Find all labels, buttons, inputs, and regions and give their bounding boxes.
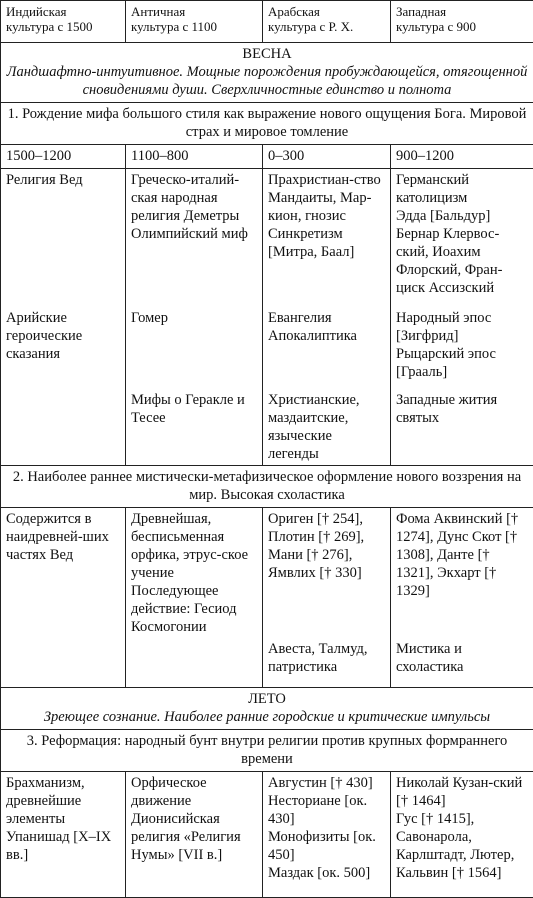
header-cell-arabic [263,1,391,43]
entry-text: Августин [† 430] [268,774,385,792]
content-cell [391,772,533,898]
content-cell [1,507,126,638]
header-cell-indian [1,1,126,43]
entry-text: Содержится в наидревней-ших частях Вед [6,510,120,564]
content-cell [126,307,263,389]
entry-text: Орфическое движение [131,774,257,810]
header-text: Индийская [6,4,120,19]
content-cell [391,638,533,688]
header-cell-western [391,1,533,43]
header-text: Западная [396,4,528,19]
header-text: Арабская [268,4,385,19]
season-cell [1,688,533,730]
content-row [1,507,533,638]
period-cell: 1100–800 [126,145,263,169]
header-cell-antique [126,1,263,43]
entry-text: Евангелия [268,309,385,327]
entry-text: Маздак [ок. 500] [268,864,385,882]
entry-text: Ориген [† 254], Плотин [† 269], Мани [† 276], Ямвлих [† 330] [268,510,385,582]
content-cell [1,638,126,688]
period-cell: 900–1200 [391,145,533,169]
entry-text: Греческо-италий-ская народная религия Деметры Олимпийский миф [131,171,257,243]
entry-text: Германский католицизм [396,171,528,207]
header-text: культура с 1500 [6,19,120,34]
season-subtitle: Ландшафтно-интуитивное. Мощные порождения пробуждающейся, отягощенной сновидениями души. Сверхличностные единство и полнота [6,63,528,99]
content-cell [126,507,263,638]
entry-text: Рыцарский эпос [Грааль] [396,345,528,381]
season-row-summer [1,688,533,730]
entry-text: Эдда [Бальдур] [396,207,528,225]
entry-text: Брахманизм, древнейшие элементы Упанишад [X–IX вв.] [6,774,120,864]
header-text: Античная [131,4,257,19]
content-cell [126,389,263,466]
period-cell: 1500–1200 [1,145,126,169]
entry-text: Религия Вед [6,171,120,189]
entry-text: Бернар Клервос-ский, Иоахим Флорский, Фран-циск Ассизский [396,225,528,297]
header-text: культура с 1100 [131,19,257,34]
content-cell [263,169,391,307]
content-row [1,389,533,466]
entry-text: Древнейшая, бесписьменная орфика, этрус-ское учение [131,510,257,582]
section-title-row [1,730,533,772]
entry-text: Христианские, маздаитские, языческие легенды [268,391,385,463]
content-cell [263,307,391,389]
entry-text: Несториане [ок. 430] [268,792,385,828]
entry-text: Мандаиты, Мар-кион, гнозис [268,189,385,225]
content-cell [391,507,533,638]
content-cell [263,389,391,466]
header-row [1,1,533,43]
period-cell: 0–300 [263,145,391,169]
content-cell [1,307,126,389]
entry-text: Западные жития святых [396,391,528,427]
content-cell [1,169,126,307]
content-row [1,638,533,688]
content-cell [391,389,533,466]
entry-text: Николай Кузан-ский [† 1464] [396,774,528,810]
entry-text: Гус [† 1415], Савонарола, Карлштадт, Лютер, Кальвин [† 1564] [396,810,528,882]
entry-text: Гомер [131,309,257,327]
section-title-row [1,465,533,507]
entry-text: Монофизиты [ок. 450] [268,828,385,864]
content-cell [1,389,126,466]
entry-text: Дионисийская религия «Религия Нумы» [VII в.] [131,810,257,864]
section-title: 3. Реформация: народный бунт внутри религии против крупных формраннего времени [1,730,533,772]
entry-text: Мистика и схоластика [396,640,528,676]
season-subtitle: Зреющее сознание. Наиболее ранние городские и критические импульсы [6,708,528,726]
entry-text: Авеста, Талмуд, патристика [268,640,385,676]
section-title: 2. Наиболее раннее мистически-метафизическое оформление нового воззрения на мир. Высокая схоластика [1,465,533,507]
section-title-row [1,103,533,145]
content-row [1,772,533,898]
entry-text: Синкретизм [Митра, Баал] [268,225,385,261]
entry-text: Последующее действие: Гесиод [131,582,257,618]
content-cell [263,638,391,688]
entry-text: Прахристиан-ство [268,171,385,189]
season-cell [1,43,533,103]
content-row [1,307,533,389]
entry-text: Апокалиптика [268,327,385,345]
content-cell [126,638,263,688]
header-text: культура с 900 [396,19,528,34]
content-cell [263,772,391,898]
content-cell [1,772,126,898]
season-title: ЛЕТО [6,690,528,708]
content-cell [263,507,391,638]
section-title: 1. Рождение мифа большого стиля как выражение нового ощущения Бога. Мировой страх и мировое томление [1,103,533,145]
entry-text: Фома Аквинский [† 1274], Дунс Скот [† 1308], Данте [† 1321], Экхарт [† 1329] [396,510,528,600]
content-cell [126,169,263,307]
entry-text: Мифы о Геракле и Тесее [131,391,257,427]
content-cell [391,169,533,307]
content-cell [391,307,533,389]
season-title: ВЕСНА [6,45,528,63]
season-row-spring [1,43,533,103]
entry-text: Народный эпос [Зигфрид] [396,309,528,345]
content-row [1,169,533,307]
entry-text: Космогонии [131,618,257,636]
header-text: культура с Р. Х. [268,19,385,34]
period-row [1,145,533,169]
content-cell [126,772,263,898]
entry-text: Арийские героические сказания [6,309,120,363]
